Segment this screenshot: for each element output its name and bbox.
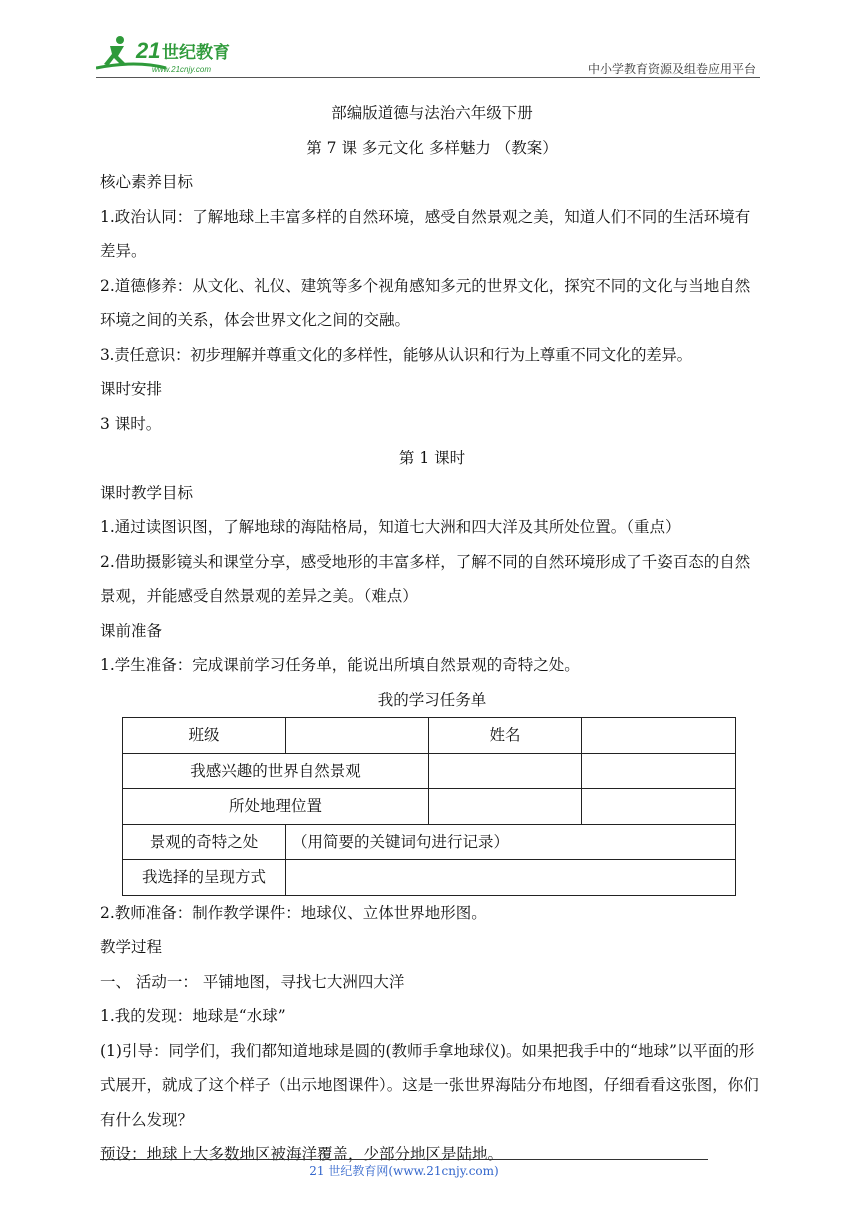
table-cell <box>429 753 582 789</box>
paragraph: (1)引导：同学们，我们都知道地球是圆的(教师手拿地球仪)。如果把我手中的“地球”以平面的形式展开，就成了这个样子（出示地图课件）。这是一张世界海陆分布地图，仔细看看这张图，你们有什么发现？ <box>100 1041 759 1129</box>
paragraph: 1.我的发现：地球是“水球” <box>100 1007 286 1025</box>
paragraph: 2.教师准备：制作教学课件：地球仪、立体世界地形图。 <box>100 903 487 922</box>
table-cell <box>582 753 736 789</box>
section-heading: 核心素养目标 <box>100 173 194 191</box>
paragraph: 1.政治认同：了解地球上丰富多样的自然环境，感受自然景观之美，知道人们不同的生活环境有差异。 <box>100 207 751 260</box>
activity-heading: 一、 活动一： 平铺地图，寻找七大洲四大洋 <box>100 972 405 991</box>
table-cell <box>429 789 582 825</box>
table-cell <box>582 789 736 825</box>
task-sheet-table <box>122 717 736 896</box>
section-heading: 课时教学目标 <box>100 483 194 502</box>
site-logo <box>96 34 266 74</box>
footer-divider <box>100 1159 708 1160</box>
table-cell: （用简要的关键词句进行记录） <box>286 824 736 860</box>
section-heading: 课前准备 <box>100 621 163 640</box>
table-cell: 班级 <box>123 718 286 754</box>
table-row <box>123 753 736 789</box>
paragraph: 2.借助摄影镜头和课堂分享，感受地形的丰富多样，了解不同的自然环境形成了千姿百态的自然景观，并能感受自然景观的差异之美。（难点） <box>100 552 751 605</box>
document-body <box>100 96 764 1172</box>
page-header <box>96 30 756 78</box>
footer-text: 21 世纪教育网(www.21cnjy.com) <box>309 1164 499 1178</box>
header-divider <box>96 77 760 78</box>
lesson-title: 第 7 课 多元文化 多样魅力 （教案） <box>306 138 558 157</box>
table-cell: 景观的奇特之处 <box>123 824 286 860</box>
paragraph: 2.道德修养：从文化、礼仪、建筑等多个视角感知多元的世界文化，探究不同的文化与当地自然环境之间的关系，体会世界文化之间的交融。 <box>100 276 751 329</box>
platform-name: 中小学教育资源及组卷应用平台 <box>587 62 756 76</box>
svg-text:www.21cnjy.com: www.21cnjy.com <box>152 65 211 74</box>
table-cell: 所处地理位置 <box>123 789 429 825</box>
paragraph: 1.学生准备：完成课前学习任务单，能说出所填自然景观的奇特之处。 <box>100 656 580 674</box>
table-row <box>123 824 736 860</box>
table-row <box>123 789 736 825</box>
table-cell <box>286 718 429 754</box>
table-cell: 我感兴趣的世界自然景观 <box>123 753 429 789</box>
section-heading: 教学过程 <box>100 938 163 956</box>
paragraph: 预设：地球上大多数地区被海洋覆盖，少部分地区是陆地。 <box>100 1145 504 1163</box>
section-heading: 课时安排 <box>100 380 163 398</box>
svg-text:21: 21 <box>136 38 161 63</box>
table-row <box>123 860 736 896</box>
paragraph: 3.责任意识：初步理解并尊重文化的多样性，能够从认识和行为上尊重不同文化的差异。 <box>100 345 692 364</box>
table-cell <box>582 718 736 754</box>
paragraph: 1.通过读图识图，了解地球的海陆格局，知道七大洲和四大洋及其所处位置。（重点） <box>100 518 681 536</box>
table-cell: 姓名 <box>429 718 582 754</box>
table-cell <box>286 860 736 896</box>
table-cell: 我选择的呈现方式 <box>123 860 286 896</box>
paragraph: 3 课时。 <box>100 414 162 433</box>
table-row <box>123 718 736 754</box>
doc-title: 部编版道德与法治六年级下册 <box>331 104 533 122</box>
svg-text:世纪教育: 世纪教育 <box>162 43 230 63</box>
table-title: 我的学习任务单 <box>377 690 487 709</box>
lesson-number: 第 1 课时 <box>398 449 466 467</box>
